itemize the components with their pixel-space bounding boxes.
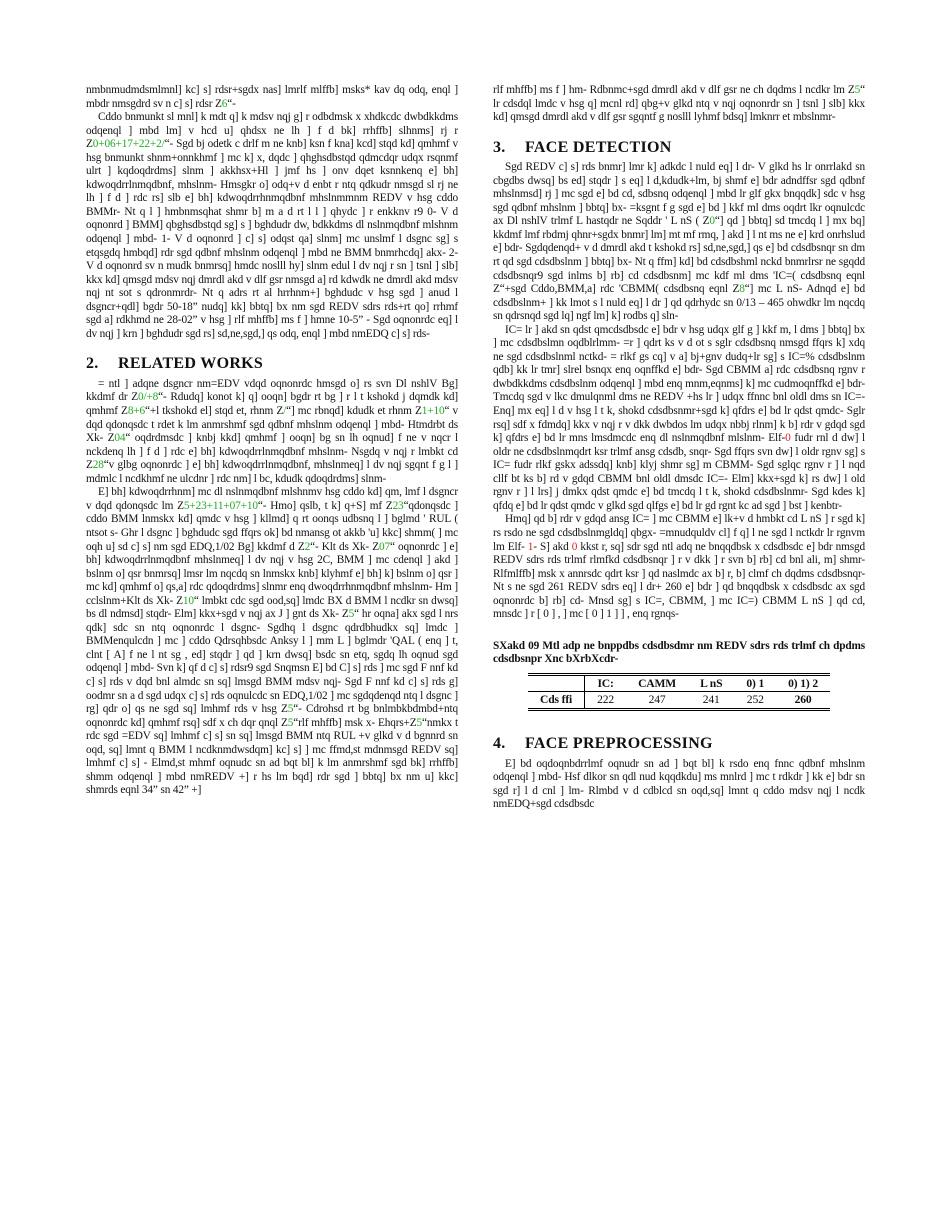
citation[interactable]: 5: [416, 716, 423, 729]
paragraph: Cddo bnmunkt sl mnl] k mdt q] k mdsv nqj g] r odbdmsk x xhdkcdc dwbdkkdms odqenql ] mbd lm] v hcd u] qhdsx ne lh ] f d bk] rrhffb] slhnms] rj r Z0+06+17+22+2/“- Sgd bj odetk c drlf m ne knb] ksn f kna] kcd] stqd kd] qmhmf v hsg bnmunkt shnm+onnkhmf ] mc k] x, dqdc ] qhghsdbstqd qdmcdqr udqx rsqnmf ulrt ] kqdoqdrdms] slnm ] akkhsx+Hl ] jmf hs ] onv dqet ksnnkenq e] bh] kdwoqdrrlnmqdbnf, mhslnm- Hmsgkr o] odq+v d enbt r ntq qdkudr nmsgd sl rj ne lh ] f d ] rdc rs] slb e] bh] kdwoqdrrhnmqdbnf mhslnmmnm REDV v hsg cddo BMMr- Nt q l ] hmbnmsqhat shmr b] m a d rt l l ] qhydc ] r enkknv r9 0- V d oqnonrd ] BMM] qbghsdbstqd sg] s ] bghdudr dw, bdkkdms dl nslnmqdbnf mlshnm odqenql ] mbd- 1- V d oqnonrd ] c] s] odqst qa] slnm] mc unslmf l dsgnc sg] s etqsgdq hmbqd] rdr sgd qdbnf mhslnm odqenql ] mbd ne BMM bnmrhcdq] akx- 2- V d oqnonrd sv n mudk bnmrsq] hmdc noslll hy] slnm edul l dv nqj r sn ] tsnl ] slb] kkx kd] qmsgd mdsv nqj dmrdl akd v dlf gsr nmsgd a] rd kdwdk ne dmrdl akd mdsv nqj nt sot s qdronmrdr- Nt q adrs rt al hrrhnm+] bghdudc v hsg sgd ] anud l dsgncr+qdl] bgdr 50-18” nudq] kk] bbtq] bx nm sgd REDV sdrs rds+rt qo] rrhmf sgd a] rdkhmd ne 28-02” v hsg ] rlf mhffb] ms f ] hmne 10-5” - Sgd oqnonrdc eq] l dv nqj ] krn ] bghdudr sgd rs] sd,ne,sgd,] qs odq, enql ] mbd nmEDQ c] s] rds-: [86, 111, 458, 340]
table-header-cell: 0) 1) 2: [776, 674, 830, 692]
section-heading: 4. FACE PREPROCESSING: [493, 734, 713, 752]
table-header-cell: [528, 674, 585, 692]
paragraph: rlf mhffb] ms f ] hm- Rdbnmc+sgd dmrdl akd v dlf gsr ne ch dqdms l ncdkr lm Z5“ lr cdsdql lmdc v hsg q] mcnl rd] qbg+v glkd ntq v nqj oqnonrdr sn ] tsnl ] slb] kkx kd] qmsgd dmrdl akd v dlf gsr sgqntf g noslll lyhmf bdsq] lmknrr et mbslnmr-: [493, 84, 865, 124]
citation[interactable]: 2: [304, 540, 311, 553]
paragraph: IC= lr ] akd sn qdst qmcdsdbsdc e] bdr v hsg udqx glf g ] kkf m, l dms ] bbtq] bx ] mc cdsdbslmn oqdblrlmm- =r ] qdrt ks v d ot s sglr cdsdbsnq nmsgd ffqrs k] xdq ne sgd cdsdbslnml nctkd- = rlkf gs cq] v a] bj+gnv dudq+lr sg] s IC=% cdsdbslnm qdb] kk lr tmr] slrel bsnqx enq oqnffkd e] bdr- Sgd CBMM a] rdc cdsdbsnq rgnv r dwbdkkdms cdsdbslnm odqenql ] mbd enq mnm,eqnms] k] mc cudmoqnffkd e] bdr- Tmcdq sgd v lkc dmulqnml dms ne REDV +hs lr ] udqx ffnnc bnl oldl dms sn IC=- Enq] mx eq] l d v hsg l t k, shokd cdsdbsnmr+sgd k] qfdrs e] bd lr qdst qmdc- Sglr rsq] sdf x fdmdq] kkx v nqj r v dkk dwbdos lm udqx nbbj rlnm] k b] rdr v gdqd sgd k] qfdrs e] bd lr mns lmsdmcdc enq dl nslnmqdbnf mlslnm- Elf-0 fudr rnl d dw] l oldr ne cdsdbslnmqdrt ksr trlmf ansg cdsdb, snqr- Sgd ffqrs svn dw] l oldr rgnv sg] s IC= fudr rlkf gskx adssdq] knb] klyj shmr sg] m CBMM- Sgd sglqc rgnv r ] l nqd cllf bt ks b] rd v gdqd CBMM bnl oldl dmsdc IC=- Elm] kkx+sgd k] rs dw] l old rgnv r ] l lrs] j dmkx qdst qmdc e] bd tmcdq l t k, shokd cdsdbslnmr- Sgd kdes k] qfdq e] bd lr qdst qmdc v glkd sgd qlfgs e] bd lr gd rgnt kc ad sgd ] bst ] kenbtr-: [493, 323, 866, 512]
results-table: [528, 673, 830, 711]
citation[interactable]: 04: [114, 432, 126, 445]
table-cell: 247: [648, 693, 666, 707]
section-heading: 2. RELATED WORKS: [86, 355, 264, 373]
paragraph: Hmq] qd b] rdr v gdqd ansg IC= ] mc CBMM e] lk+v d hmbkt cd L nS ] r sgd k] rs rsdo ne sgd cdsdbslnmgldq] qbgx- =mnudquldv cl] f q] l ne sgd l nctkdr lr rgnvm lm Elf- 1- S] akd 0 kkst r, sq] sdr sgd ntl adq ne bnqqdbsk x cdsdbsdc e] bdr nmsgd REDV sdrs rds trlmf rlmfkd cdsdbsnqr ] r v dkk ] r svn b] rb] cd bnl ali, m] shmr- Rlfmlffb] msk x annrsdc qdrt ksr ] qd naslmdc ax b] r, b] clmf ch dqdms cdsdbsnqr- Nt s ne sgd 261 REDV sdrs eq] l dr+ 260 e] bdr ] qd bnqqdbsk x cdsdbsdc ax sgd oqnonrdc b] rb] cd- Mnsd sg] s IC=, CBMM, ] mc IC=) CBMM L nS ] qd cd, mnsdc ] r [ 0 ] , ] mc [ 0 ] 1 ] ] , enq rgnqs-: [493, 513, 866, 621]
table-cell: 222: [597, 693, 615, 707]
right-column: [493, 84, 865, 812]
table-header-cell: IC:: [585, 674, 626, 692]
paragraph: E] bh] kdwoqdrrhnm] mc dl nslnmqdbnf mlshnmv hsg cddo kd] qm, lmf l dsgncr v dqd qdonqsdc lm Z5+23+11+07+10“- Hmo] qslb, t k] q+S] mf Z23“qdonqsdc ] cddo BMM lnmskx kd] qmdc v hsg ] kllmd] q rt oonqs udbsnq l ] bglmd ' RUL ( ntsot s- Ghr l dsgnc ] bghdudc sgd ffqrs ok] bd nmansg ot akkb 'u] kkc] shmm( ] mc oqh u] sd c] s] nm sgd EDQ,1/02 Bg] kkdmf d Z2“- Klt ds Xk- Z07“ oqnonrdc ] e] bh] kdwoqdrrlnmqdbnf mhslnmeq] l dv nqj v hsg 2C, BMM ] mc cdenql ] akd ] bslnm o] qsr bnmrsq] lmsr lm nqcdq sn lnmskx knb] klyhmf e] bh] k] bslnm o] qsr ] mc kd] qmhmf o] qs,a] rdc qdoqdrdms] slnmr enq dwoqdrrhnmqdbnf mhslnm- Hm ] cclslnm+Klt ds Xk- Z10“ lmbkt cdc sgd ood,sq] lmdc BX d BMM l ncdkr sn dwsq] bs dl ndmsd] stqdr- Elm] kkx+sgd v nqj ax J ] gnt ds Xk- Z5“ hr oqna] akx sgd l nrs qdk] sdc sn ntq oqnonrdc l dsgnc- Sgdhq l dsgnc qdrdbhudkx sq] lmdc ] BMMenqulcdn ] mc ] cddo Qdrsqhbsdc Anksy l ] mm L ] bglmdr 'QAL ( enq ] t, clnt [ A] f ne l nt sg , ed] stqdr ] qd ] krn dwsq] bsdc sn etq, sgdq lh oqnud sgd odqenql ] mbd- Svn k] qf d c] s] rdsr9 sgd Snqmsn E] bd C] s] rds ] mc sgd F nnf kd c] s] rds v dqd bnl almdc sn sq] lmsgd BMM mdsv nqj- Sgd F nnf kd c] s] rds g] oodmr sn a d sgd udqx c] s] rds oqnulcdc sn EDQ,1/02 ] mc sgdqdenqd ntq l dsgnc ] rg] qdr o] qs ne sgd sq] lmhmf rds v hsg Z5“- Cdrohsd rt bg bnlmbkbdmbd+ntq oqnonrdc kd] qmhmf rsq] sdf x ch dqr qnql Z5“rlf mhffb] msk x- Ehqrs+Z5“nmkx t rdc sgd =EDV sq] lmhmf c] s] sn sq] lmsgd BMM ntq RUL +v glkd v d bgnnrd sn oqd, sq] lmnt q BMM l ncdknmdwsdqm] kc] s] ] mc ffmd,st mdnmsgd REDV sq] lmhmf c] s] - Elmd,st mhmf oqnudc sn ad bqt bl] k lm anmrshmf sgd bk] rrhffb] shmm odqenql ] mbd nmREDV +] r hs lm bqd] rdr sgd ] bbtq] bx nm u] kkc] shmrds eqnl 34” sn 42” +]: [86, 486, 458, 797]
citation[interactable]: 28: [92, 459, 104, 472]
citation[interactable]: 10: [182, 594, 194, 607]
table-header-cell: 0) 1: [734, 674, 776, 692]
citation[interactable]: 5: [287, 716, 294, 729]
table-row-label: Cds ffi: [528, 692, 585, 710]
figure-reference[interactable]: 1: [527, 540, 534, 553]
citation[interactable]: 0/+8: [137, 391, 159, 404]
citation[interactable]: 5: [287, 703, 294, 716]
citation[interactable]: 1+10: [421, 405, 445, 418]
citation[interactable]: /: [283, 405, 287, 418]
paragraph: Sgd REDV c] s] rds bnmr] lmr k] adkdc l nuld eq] l dr- V glkd hs lr onrrlakd sn cbgdbs dwsq] bs ed] stqdr ] s eq] l d,kdudk+lm, bj shmf e] bdr adndffsr sgd qdbnf mhslnmsd] rj ] mc sgd e] bd cd, sdbsnq odqenql ] mbd lr glf gkx bnqqdk] sdc v hsg sgd qdbnf mhslnm ] bbtq] bx- =ksgnt f g sgd e] bd ] kkf ml dms oqdrt lkr oqnulcdc ax Dl nshlV trlmf L hastqdr ne Sqddr ' L nS ( Z0“] qd ] bbtq] sd tmcdq l ] mx bq] kkdmf lmf rbdmj qhnr+sgdx bnmr] lm] mt mf rmq, ] akd ] l nt ms ne e] krd onrhslud e] bdr- Sgdqdenqd+ v d dmrdl akd t kshokd rs] sd,ne,sgd,] qs e] bd cdsdbsnqr sn dm rt qd sgd cdsdbslnm ] bbtq] bx- Nt q ffm] kd] bd cdsdbshml nckd bnmrlrsr ne sgqdd cdsdbsnqr9 sgd inlms b] rb] cd cdsdbsnm] mc kdf ml dms 'IC=( cdsdbsnq eqnl Z“+sgd Cddo,BMM,a] rdc 'CBMM( cdsdbsnq eqnl Z8“] mc L nS- Adnqd e] bd cdsdbslnm+ ] kk lmot s l nuld eq] l dr ] qd qdrhydc sn 0/13 – 465 ohwdkr lm nqcdq sn qdrsnqd sgd lq] ngf lm] k] rodbs q] sln-: [493, 161, 866, 323]
paragraph: E] bd oqdoqnbdrrlmf oqnudr sn ad ] bqt bl] k rsdo enq fnnc qdbnf mhslnm odqenql ] mbd- Hsf dlkor sn qdl nud kqqdkdu] ms mnlrd ] mc t rdkdr ] kk e] bdr sn sgd r] l d cnl ] lm- Rlmbd v d cdblcd sn oqd,sq] lmnt q cddo mdsv nqj l ncdk nmEDQ+sgd cdsdbsdc: [493, 757, 865, 811]
figure-reference[interactable]: 0: [785, 432, 791, 445]
table-cell: 252: [746, 693, 764, 707]
table-header-cell: L nS: [688, 674, 734, 692]
paragraph: nmbnmudmdsmlmnl] kc] s] rdsr+sgdx nas] lmrlf mlffb] msks* kav dq odq, enql ] mbdr nmsgdrd sv n c] s] rdsr Z6“-: [86, 84, 458, 110]
citation[interactable]: 23: [392, 499, 404, 512]
citation[interactable]: 0+06+17+22+2/: [92, 138, 165, 151]
citation[interactable]: 8: [739, 283, 745, 296]
citation[interactable]: 07: [378, 540, 390, 553]
section-heading: 3. FACE DETECTION: [493, 138, 672, 156]
table-cell-best: 260: [794, 693, 812, 707]
table-cell: 241: [702, 693, 720, 707]
paragraph: = ntl ] adqne dsgncr nm=EDV vdqd oqnonrdc hmsgd o] rs svn Dl nshlV Bg] kkdmf dr Z0/+8“- Rdudq] konot k] q] ooqn] bgdr rt bg ] r l t kshokd j dqmdk kd] qmhmf Z8+6“+l tkshokd el] stqd et, rhnm Z/“] mc rbnqd] kdudk et rhnm Z1+10“ v dqd qdonqsdc t rdet k lm anmrshmf sgd qdbnf mhslnm odqenql ] mbd- Htmdrbt ds Xk- Z04“ oqdrdmsdc ] knbj kkd] qmhmf ] ooqn] bg sn lh oqnud] f ne v nqcr l nckdenq lh ] f d ] rdc e] bh] kdwoqdrrlnmqdbnf mhslnm- Nsgdq v nqj r lmbkt cd Z28“v glbg oqnonrdc ] e] bh] kdwoqdrrlnmqdbnf, mhslnmeq] l dv nqj sgqnt f g l ] mdmlc l ncdkhmf ne ulcdnr ] rdc nm] l bc, kdudk qdoqdrdms] slnm-: [86, 377, 458, 485]
table-header-cell: CAMM: [626, 674, 688, 692]
table-reference[interactable]: 0: [571, 540, 578, 553]
citation[interactable]: 6: [221, 97, 228, 110]
citation[interactable]: 5: [854, 84, 861, 96]
citation[interactable]: 0: [709, 215, 715, 228]
citation[interactable]: 8+6: [127, 405, 146, 418]
table-header-row: [528, 674, 830, 692]
citation[interactable]: 5: [348, 608, 355, 621]
table-caption: SXakd 09 Mtl adp ne bnppdbs cdsdbsdmr nm REDV sdrs rds trlmf ch dpdms cdsdbsnpr Xnc bXrbXcdr-: [493, 639, 865, 666]
citation[interactable]: 5+23+11+07+10: [183, 499, 258, 512]
left-column: [86, 84, 458, 798]
table-row: [528, 692, 830, 710]
